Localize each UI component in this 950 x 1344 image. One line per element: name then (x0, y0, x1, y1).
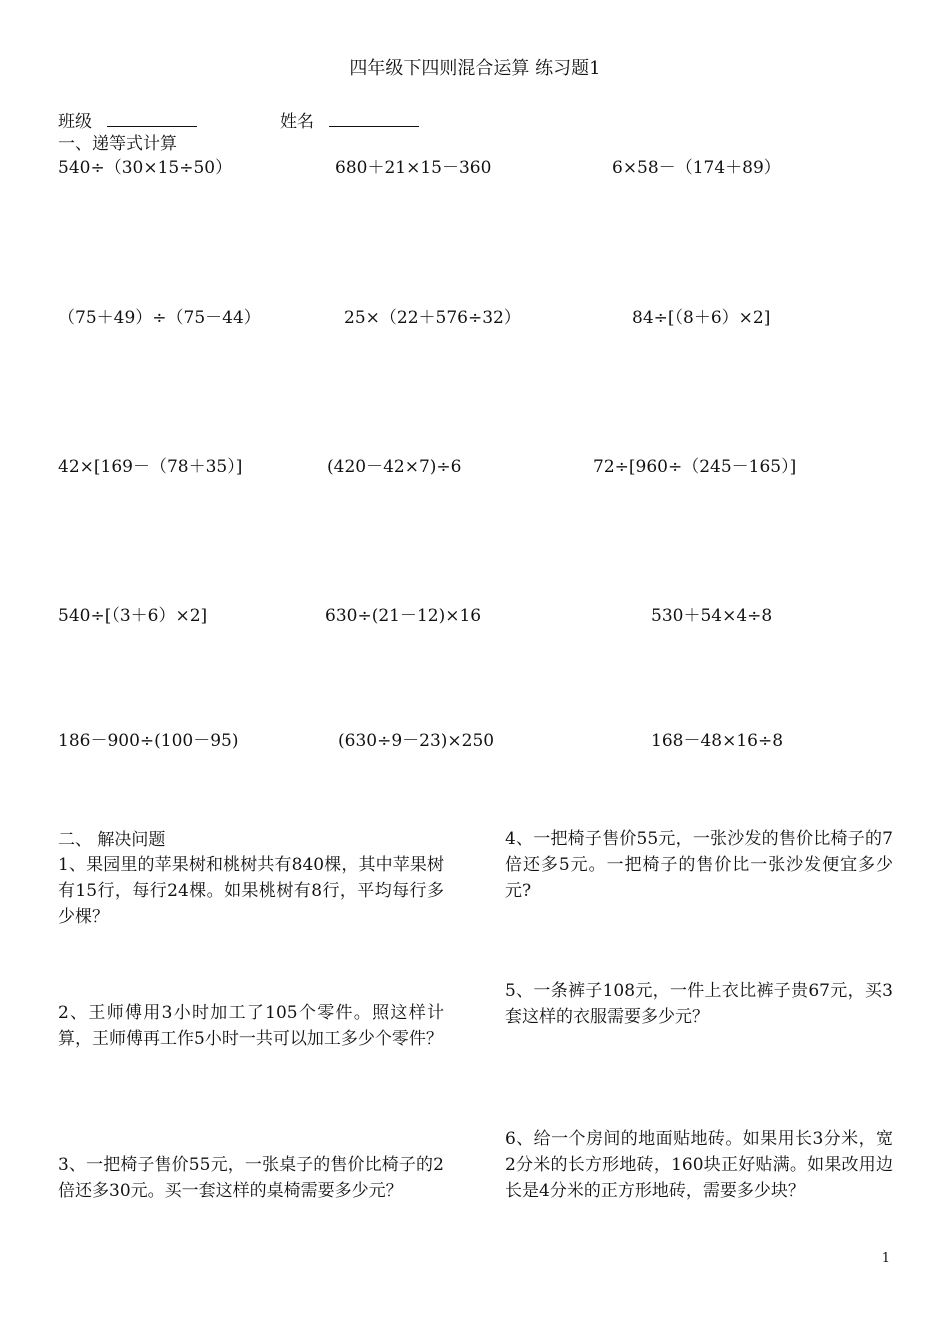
word-problem-6: 6、给一个房间的地面贴地砖。如果用长3分米，宽2分米的长方形地砖，160块正好贴满。如果改用边长是4分米的正方形地砖，需要多少块？ (505, 1129, 893, 1201)
expression-r5-c3: 168－48×16÷8 (651, 731, 784, 751)
page-number: 1 (881, 1251, 890, 1266)
expression-r1-c2: 680＋21×15－360 (335, 158, 492, 178)
section2-heading: 二、 解决问题 (58, 830, 166, 850)
name-label: 姓名 (280, 112, 314, 132)
word-problem-4: 4、一把椅子售价55元，一张沙发的售价比椅子的7倍还多5元。一把椅子的售价比一张沙发便宜多少元? (505, 829, 893, 901)
word-problem-2: 2、王师傅用3小时加工了105个零件。照这样计算，王师傅再工作5小时一共可以加工多少个零件？ (58, 1003, 444, 1049)
expression-r2-c1: （75＋49）÷（75－44） (58, 308, 261, 328)
word-problem-5: 5、一条裤子108元，一件上衣比裤子贵67元，买3套这样的衣服需要多少元？ (505, 981, 893, 1027)
word-problem-1: 1、果园里的苹果树和桃树共有840棵，其中苹果树有15行，每行24棵。如果桃树有8行，平均每行多少棵？ (58, 855, 444, 927)
class-blank[interactable] (107, 110, 197, 127)
expression-r1-c1: 540÷（30×15÷50） (58, 158, 233, 178)
class-label: 班级 (58, 112, 92, 132)
expression-r4-c1: 540÷[（3＋6）×2] (58, 606, 208, 626)
expression-r4-c3: 530＋54×4÷8 (651, 606, 773, 626)
class-field (58, 110, 197, 132)
expression-r3-c1: 42×[169－（78＋35）] (58, 457, 243, 477)
expression-r2-c3: 84÷[（8＋6）×2] (632, 308, 771, 328)
section1-heading: 一、递等式计算 (58, 134, 177, 154)
expression-r3-c3: 72÷[960÷（245－165）] (593, 457, 797, 477)
name-blank[interactable] (329, 110, 419, 127)
expression-r3-c2: (420－42×7)÷6 (327, 457, 462, 477)
expression-r1-c3: 6×58－（174＋89） (612, 158, 781, 178)
expression-r5-c1: 186－900÷(100－95) (58, 731, 239, 751)
expression-r4-c2: 630÷(21－12)×16 (325, 606, 482, 626)
word-problem-3: 3、一把椅子售价55元，一张桌子的售价比椅子的2倍还多30元。买一套这样的桌椅需要多少元？ (58, 1155, 444, 1201)
name-field (280, 110, 419, 132)
worksheet-title: 四年级下四则混合运算 练习题1 (349, 58, 601, 79)
expression-r5-c2: (630÷9－23)×250 (338, 731, 495, 751)
expression-r2-c2: 25×（22＋576÷32） (344, 308, 521, 328)
